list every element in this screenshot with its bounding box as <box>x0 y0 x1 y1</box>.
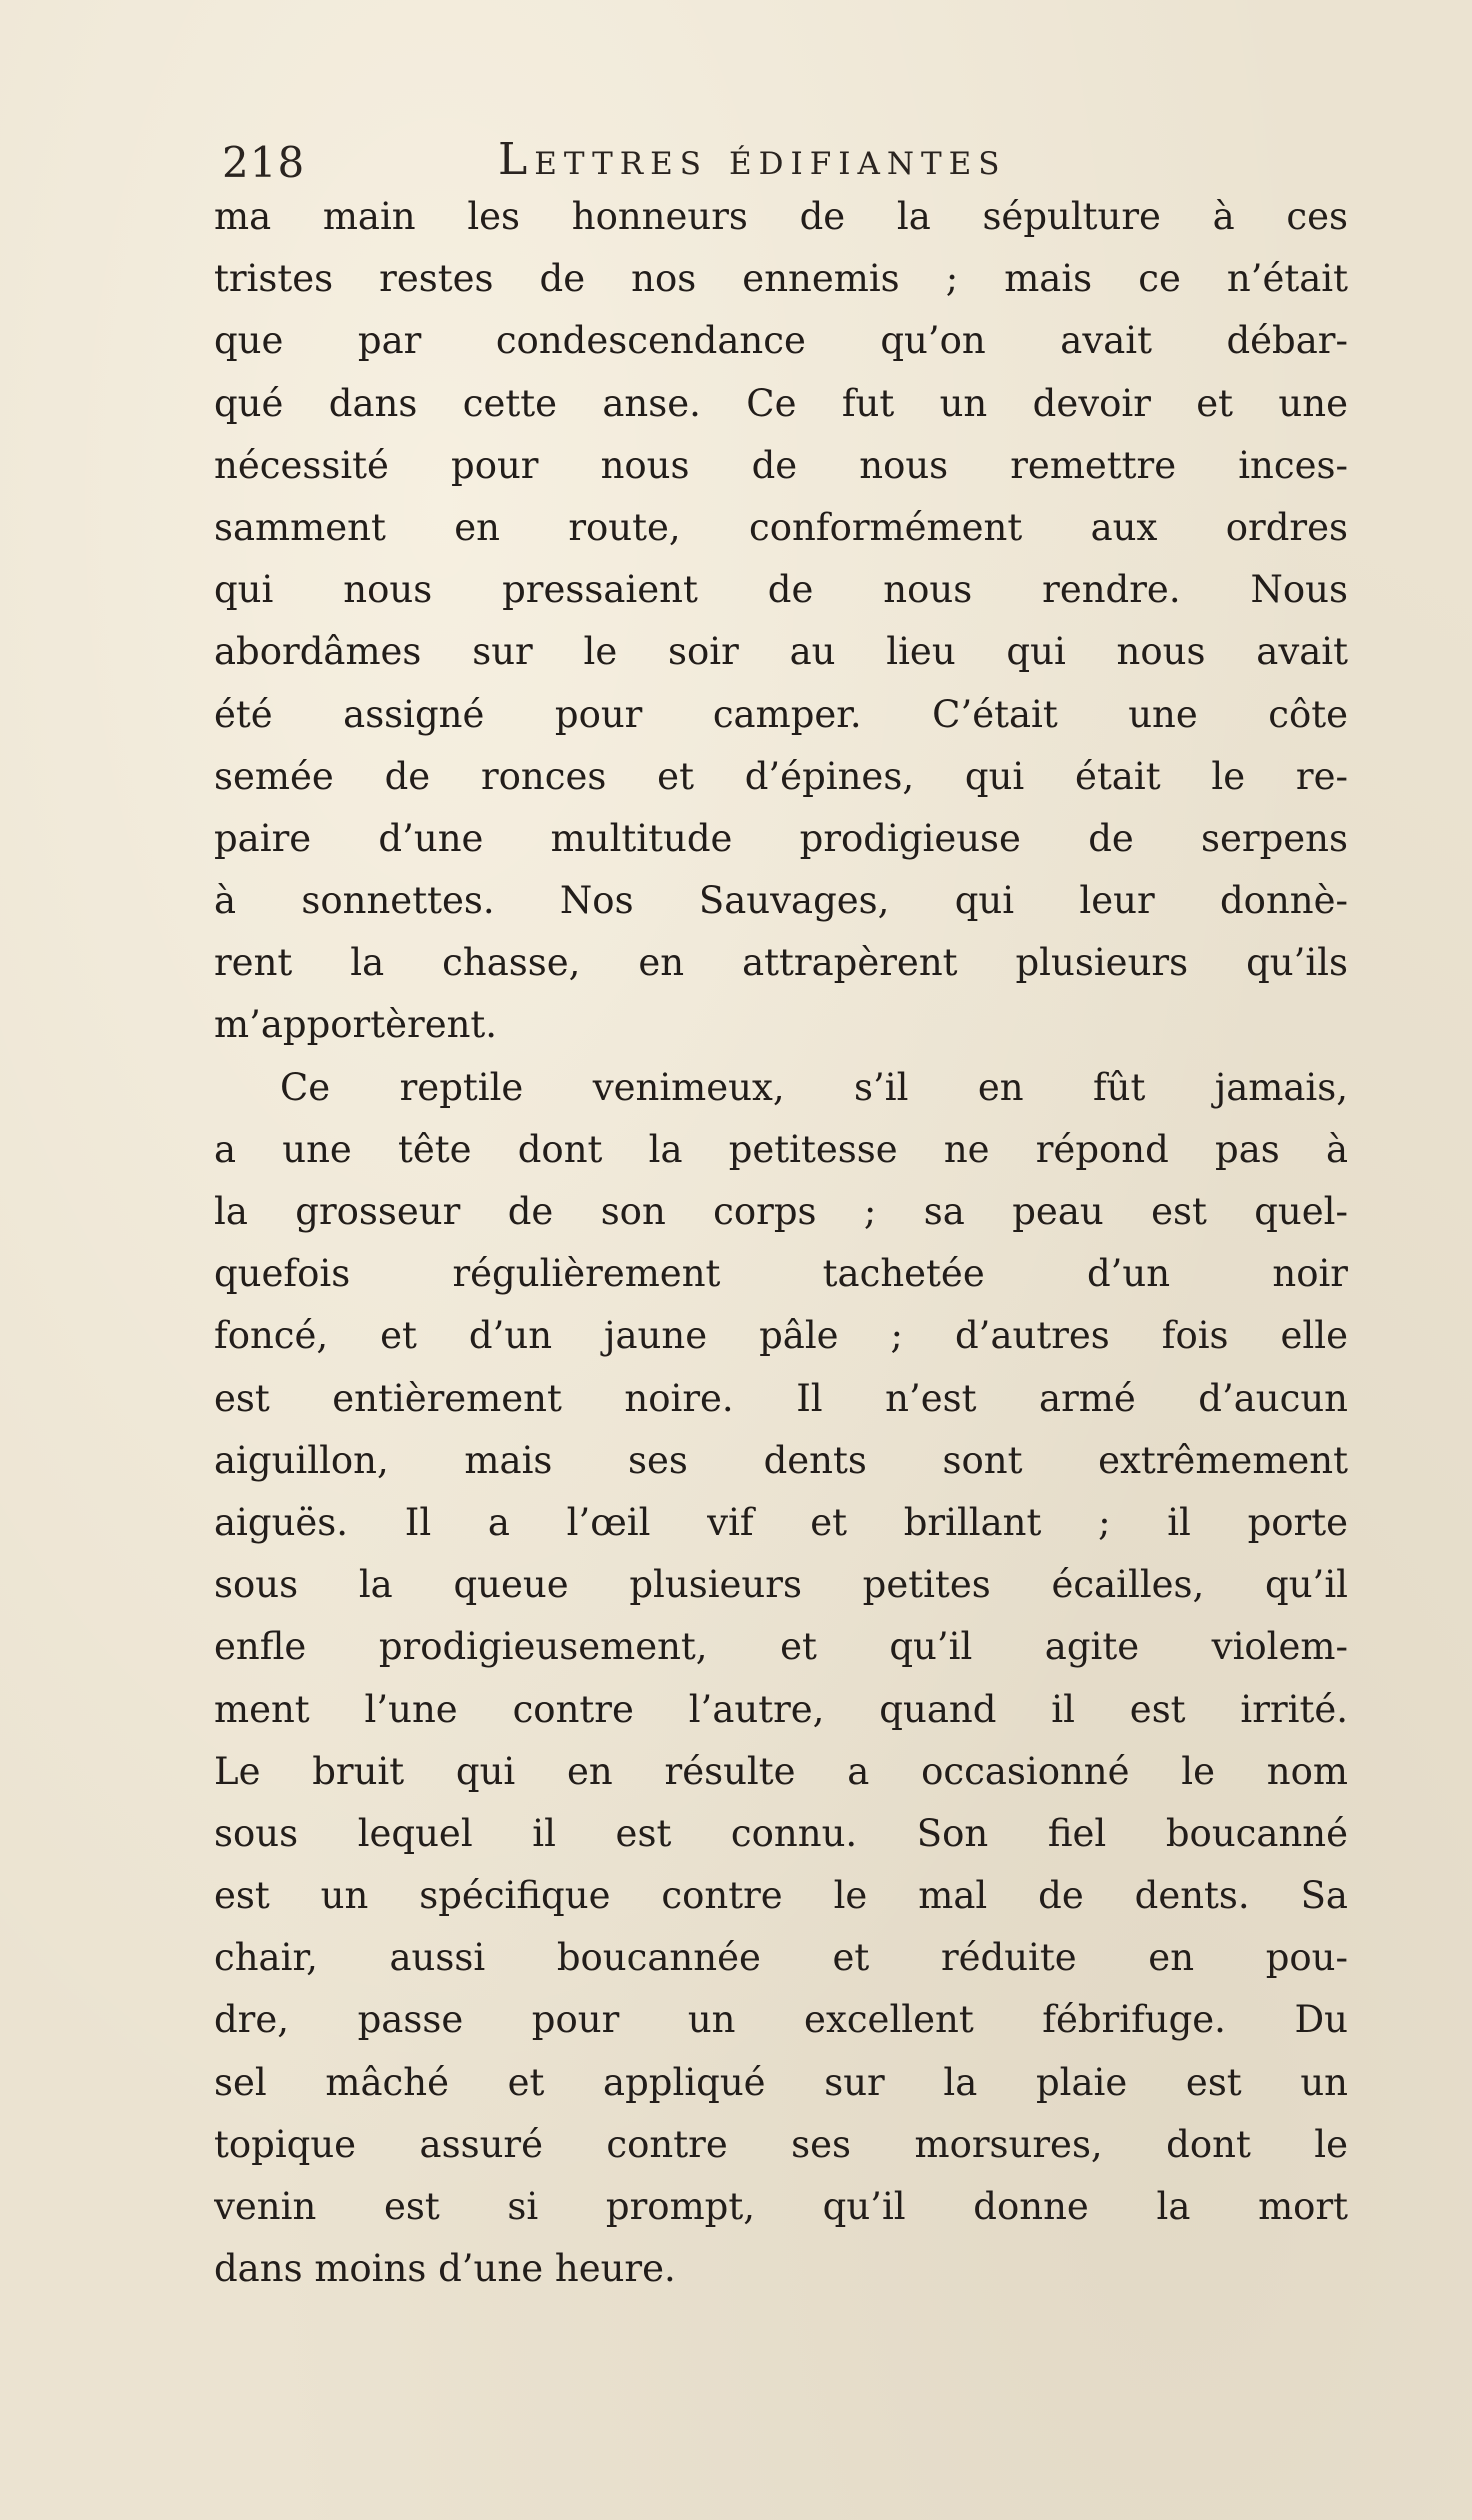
text-line: a une tête dont la petitesse ne répond pas à <box>214 1127 1348 1171</box>
text-line: été assigné pour camper. C’était une côte <box>214 692 1348 736</box>
text-line: paire d’une multitude prodigieuse de serpens <box>214 816 1348 860</box>
text-line: quefois régulièrement tachetée d’un noir <box>214 1252 1348 1296</box>
paragraph-end-line: dans moins d’une heure. <box>214 2247 676 2291</box>
text-line: qui nous pressaient de nous rendre. Nous <box>214 568 1348 612</box>
text-line: samment en route, conformément aux ordres <box>214 505 1348 549</box>
text-line: aiguës. Il a l’œil vif et brillant ; il porte <box>214 1500 1348 1544</box>
running-title: Lettres édifiantes <box>498 134 1007 185</box>
text-line: semée de ronces et d’épines, qui était le re- <box>214 754 1348 798</box>
text-line: ma main les honneurs de la sépulture à ces <box>214 195 1348 238</box>
text-line: rent la chasse, en attrapèrent plusieurs qu’ils <box>214 941 1348 985</box>
text-line: ment l’une contre l’autre, quand il est irrité. <box>214 1687 1348 1731</box>
text-line: est entièrement noire. Il n’est armé d’aucun <box>214 1376 1348 1420</box>
text-line: Le bruit qui en résulte a occasionné le nom <box>214 1749 1348 1793</box>
text-line: qué dans cette anse. Ce fut un devoir et une <box>214 381 1348 425</box>
text-line: sel mâché et appliqué sur la plaie est un <box>214 2060 1348 2104</box>
body-text <box>214 186 1348 2300</box>
text-line: foncé, et d’un jaune pâle ; d’autres fois elle <box>214 1314 1348 1358</box>
text-line: dre, passe pour un excellent fébrifuge. Du <box>214 1998 1348 2042</box>
text-line: venin est si prompt, qu’il donne la mort <box>214 2185 1348 2228</box>
text-line: tristes restes de nos ennemis ; mais ce n’était <box>214 257 1348 301</box>
text-line: chair, aussi boucannée et réduite en pou- <box>214 1936 1348 1980</box>
text-line: à sonnettes. Nos Sauvages, qui leur donnè- <box>214 879 1348 923</box>
text-line: enfle prodigieusement, et qu’il agite violem- <box>214 1625 1348 1669</box>
page-header <box>222 134 1352 194</box>
text-line: la grosseur de son corps ; sa peau est quel- <box>214 1190 1348 1233</box>
text-line: aiguillon, mais ses dents sont extrêmement <box>214 1438 1348 1482</box>
text-line: abordâmes sur le soir au lieu qui nous avait <box>214 630 1348 674</box>
text-line: nécessité pour nous de nous remettre inces- <box>214 443 1348 487</box>
text-line: que par condescendance qu’on avait débar- <box>214 319 1348 363</box>
paragraph-end-line: m’apportèrent. <box>214 1003 498 1047</box>
paragraph-start-line: Ce reptile venimeux, s’il en fût jamais, <box>280 1065 1348 1109</box>
text-line: sous lequel il est connu. Son fiel boucanné <box>214 1811 1348 1855</box>
text-line: est un spécifique contre le mal de dents. Sa <box>214 1874 1348 1918</box>
text-line: sous la queue plusieurs petites écailles, qu’il <box>214 1563 1348 1607</box>
text-line: topique assuré contre ses morsures, dont le <box>214 2122 1348 2166</box>
page-number: 218 <box>222 138 306 187</box>
